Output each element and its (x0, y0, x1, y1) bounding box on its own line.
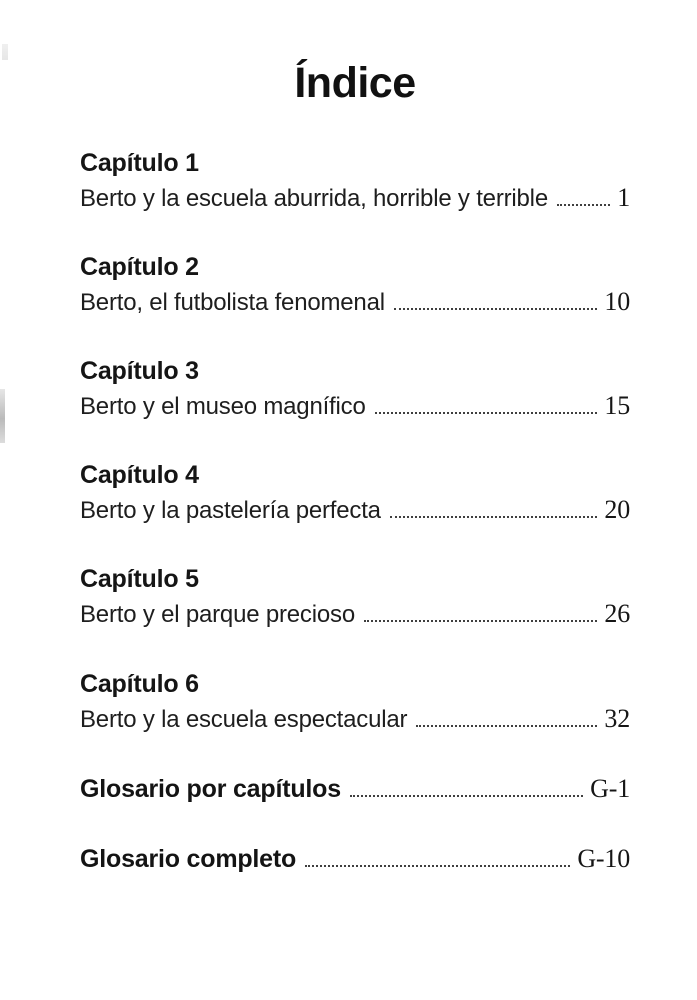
toc-glossary-complete (80, 843, 630, 876)
dot-leader (394, 308, 598, 310)
page-number: 20 (604, 495, 630, 525)
toc-entry (80, 773, 630, 806)
page-number: 26 (604, 599, 630, 629)
dot-leader (390, 516, 598, 518)
toc-chapter-5 (80, 564, 630, 630)
toc-glossary-by-chapter (80, 773, 630, 806)
page-number: 15 (604, 390, 630, 420)
toc-entry (80, 494, 630, 526)
page-number: G-10 (577, 844, 630, 874)
toc-entry (80, 182, 630, 214)
chapter-heading: Capítulo 3 (80, 356, 199, 385)
glossary-title: Glosario completo (80, 845, 297, 874)
toc-chapter-4 (80, 460, 630, 526)
toc-entry (80, 286, 630, 318)
chapter-title: Berto y la escuela espectacular (80, 705, 408, 733)
chapter-heading: Capítulo 4 (80, 461, 199, 490)
toc-chapter-6 (80, 669, 630, 735)
toc-entry (80, 703, 630, 735)
chapter-heading: Capítulo 6 (80, 669, 199, 698)
glossary-title: Glosario por capítulos (80, 774, 341, 803)
dot-leader (350, 795, 583, 797)
chapter-heading: Capítulo 1 (80, 148, 199, 177)
dot-leader (557, 204, 610, 206)
dot-leader (305, 865, 570, 867)
page-number: 32 (604, 703, 630, 733)
toc-chapter-1 (80, 148, 630, 214)
toc-chapter-3 (80, 356, 630, 422)
dot-leader (416, 725, 597, 727)
toc-list (80, 148, 630, 876)
chapter-heading: Capítulo 2 (80, 252, 199, 281)
scan-artifact-speck (2, 44, 8, 60)
scan-artifact-streak (0, 389, 5, 443)
chapter-heading: Capítulo 5 (80, 565, 199, 594)
chapter-title: Berto y la pastelería perfecta (80, 497, 381, 525)
page-number: G-1 (590, 773, 630, 803)
page-title: Índice (294, 59, 416, 107)
dot-leader (375, 412, 598, 414)
chapter-title: Berto, el futbolista fenomenal (80, 288, 385, 316)
page-number: 10 (604, 286, 630, 316)
dot-leader (364, 620, 597, 622)
page-number: 1 (617, 182, 630, 212)
toc-entry (80, 598, 630, 630)
chapter-title: Berto y el museo magnífico (80, 392, 366, 420)
toc-entry (80, 390, 630, 422)
toc-chapter-2 (80, 252, 630, 318)
chapter-title: Berto y el parque precioso (80, 601, 355, 629)
toc-entry (80, 843, 630, 876)
chapter-title: Berto y la escuela aburrida, horrible y terrible (80, 184, 548, 212)
